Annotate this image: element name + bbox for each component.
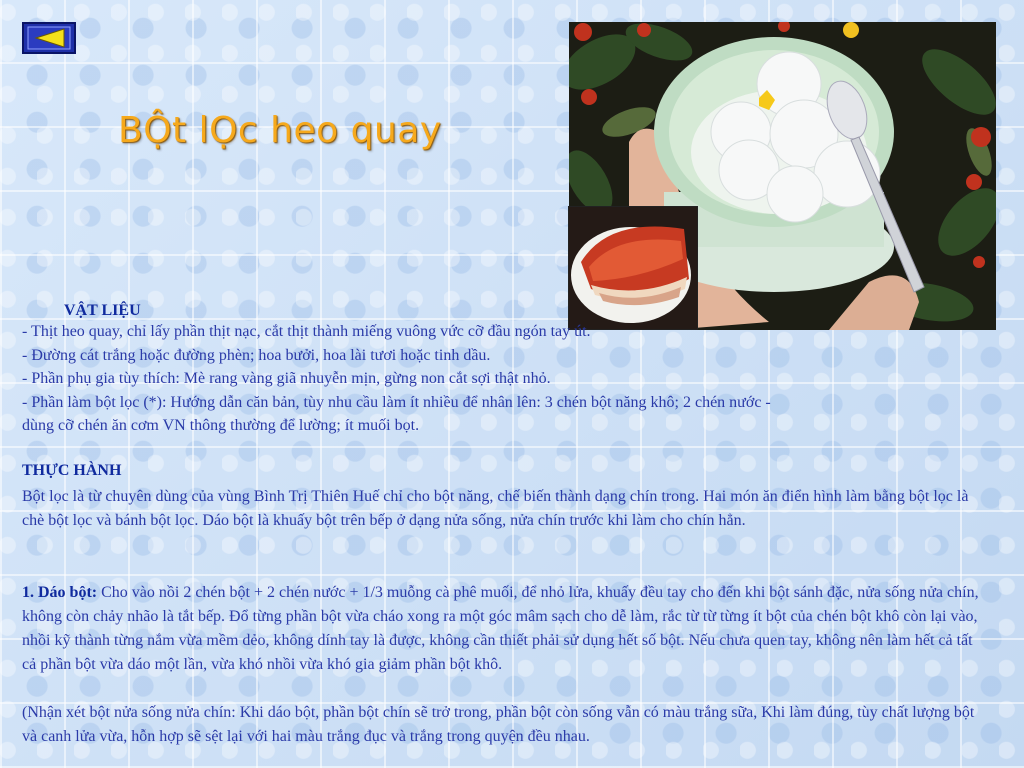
step-1-paragraph (22, 581, 990, 677)
list-item: - Phần phụ gia tùy thích: Mè rang vàng giã nhuyễn mịn, gừng non cắt sợi thật nhỏ. (22, 370, 551, 387)
practice-heading: THỰC HÀNH (22, 462, 122, 479)
note-paragraph: (Nhận xét bột nửa sống nửa chín: Khi dáo bột, phần bột chín sẽ trở trong, phần bột còn sống vẫn có màu trắng sữa, Khi làm đúng, tùy chất lượng bột và canh lửa vừa, hỗn hợp sẽ sệt lại với hai màu trắng đục và trắng trong quyện đều nhau. (22, 704, 975, 745)
step-1-text: Cho vào nồi 2 chén bột + 2 chén nước + 1/3 muỗng cà phê muối, để nhỏ lửa, khuấy đều tay cho đến khi bột sánh đặc, nửa sống nửa chín, không còn chảy nhão là tắt bếp. Đổ từng phần bột vừa cháo xong ra một góc mâm sạch cho dễ làm, rắc từ từ từng ít bột của chén bột khô còn lại vào, nhồi kỹ thành từng nắm vừa mềm dẻo, không dính tay là được, không cần thiết phải sử dụng hết số bột. Nếu chưa quen tay, không nên làm hết cả tất cả phần bột vừa dáo một lần, vừa khó nhồi vừa khó gia giảm phần bột khô. (22, 584, 979, 673)
back-arrow-icon (24, 24, 74, 52)
back-button[interactable] (22, 22, 76, 54)
roast-pork-photo (568, 206, 698, 330)
list-item: - Phần làm bột lọc (*): Hướng dẫn căn bản, tùy nhu cầu làm ít nhiều để nhân lên: 3 chén bột năng khô; 2 chén nước - (22, 393, 771, 411)
list-item: - Thịt heo quay, chỉ lấy phần thịt nạc, cắt thịt thành miếng vuông vức cỡ đầu ngón tay út. (22, 323, 591, 340)
list-item: - Đường cát trắng hoặc đường phèn; hoa bưởi, hoa lài tươi hoặc tinh dầu. (22, 346, 491, 364)
ingredients-heading: VẬT LIỆU (64, 302, 141, 319)
page-title: BỘt lỌc heo quay (118, 110, 442, 151)
step-1-label: 1. Dáo bột: (22, 584, 98, 601)
practice-intro: Bột lọc là từ chuyên dùng của vùng Bình Trị Thiên Huế chỉ cho bột năng, chế biến thành dạng chín trong. Hai món ăn điển hình làm bằng bột lọc là chè bột lọc và bánh bột lọc. Dáo bột là khuấy bột trên bếp ở dạng nửa sống, nửa chín trước khi làm cho chín hẳn. (22, 488, 969, 529)
ingredients-list (22, 320, 982, 438)
list-item: dùng cỡ chén ăn cơm VN thông thường để lường; ít muối bọt. (22, 417, 420, 434)
